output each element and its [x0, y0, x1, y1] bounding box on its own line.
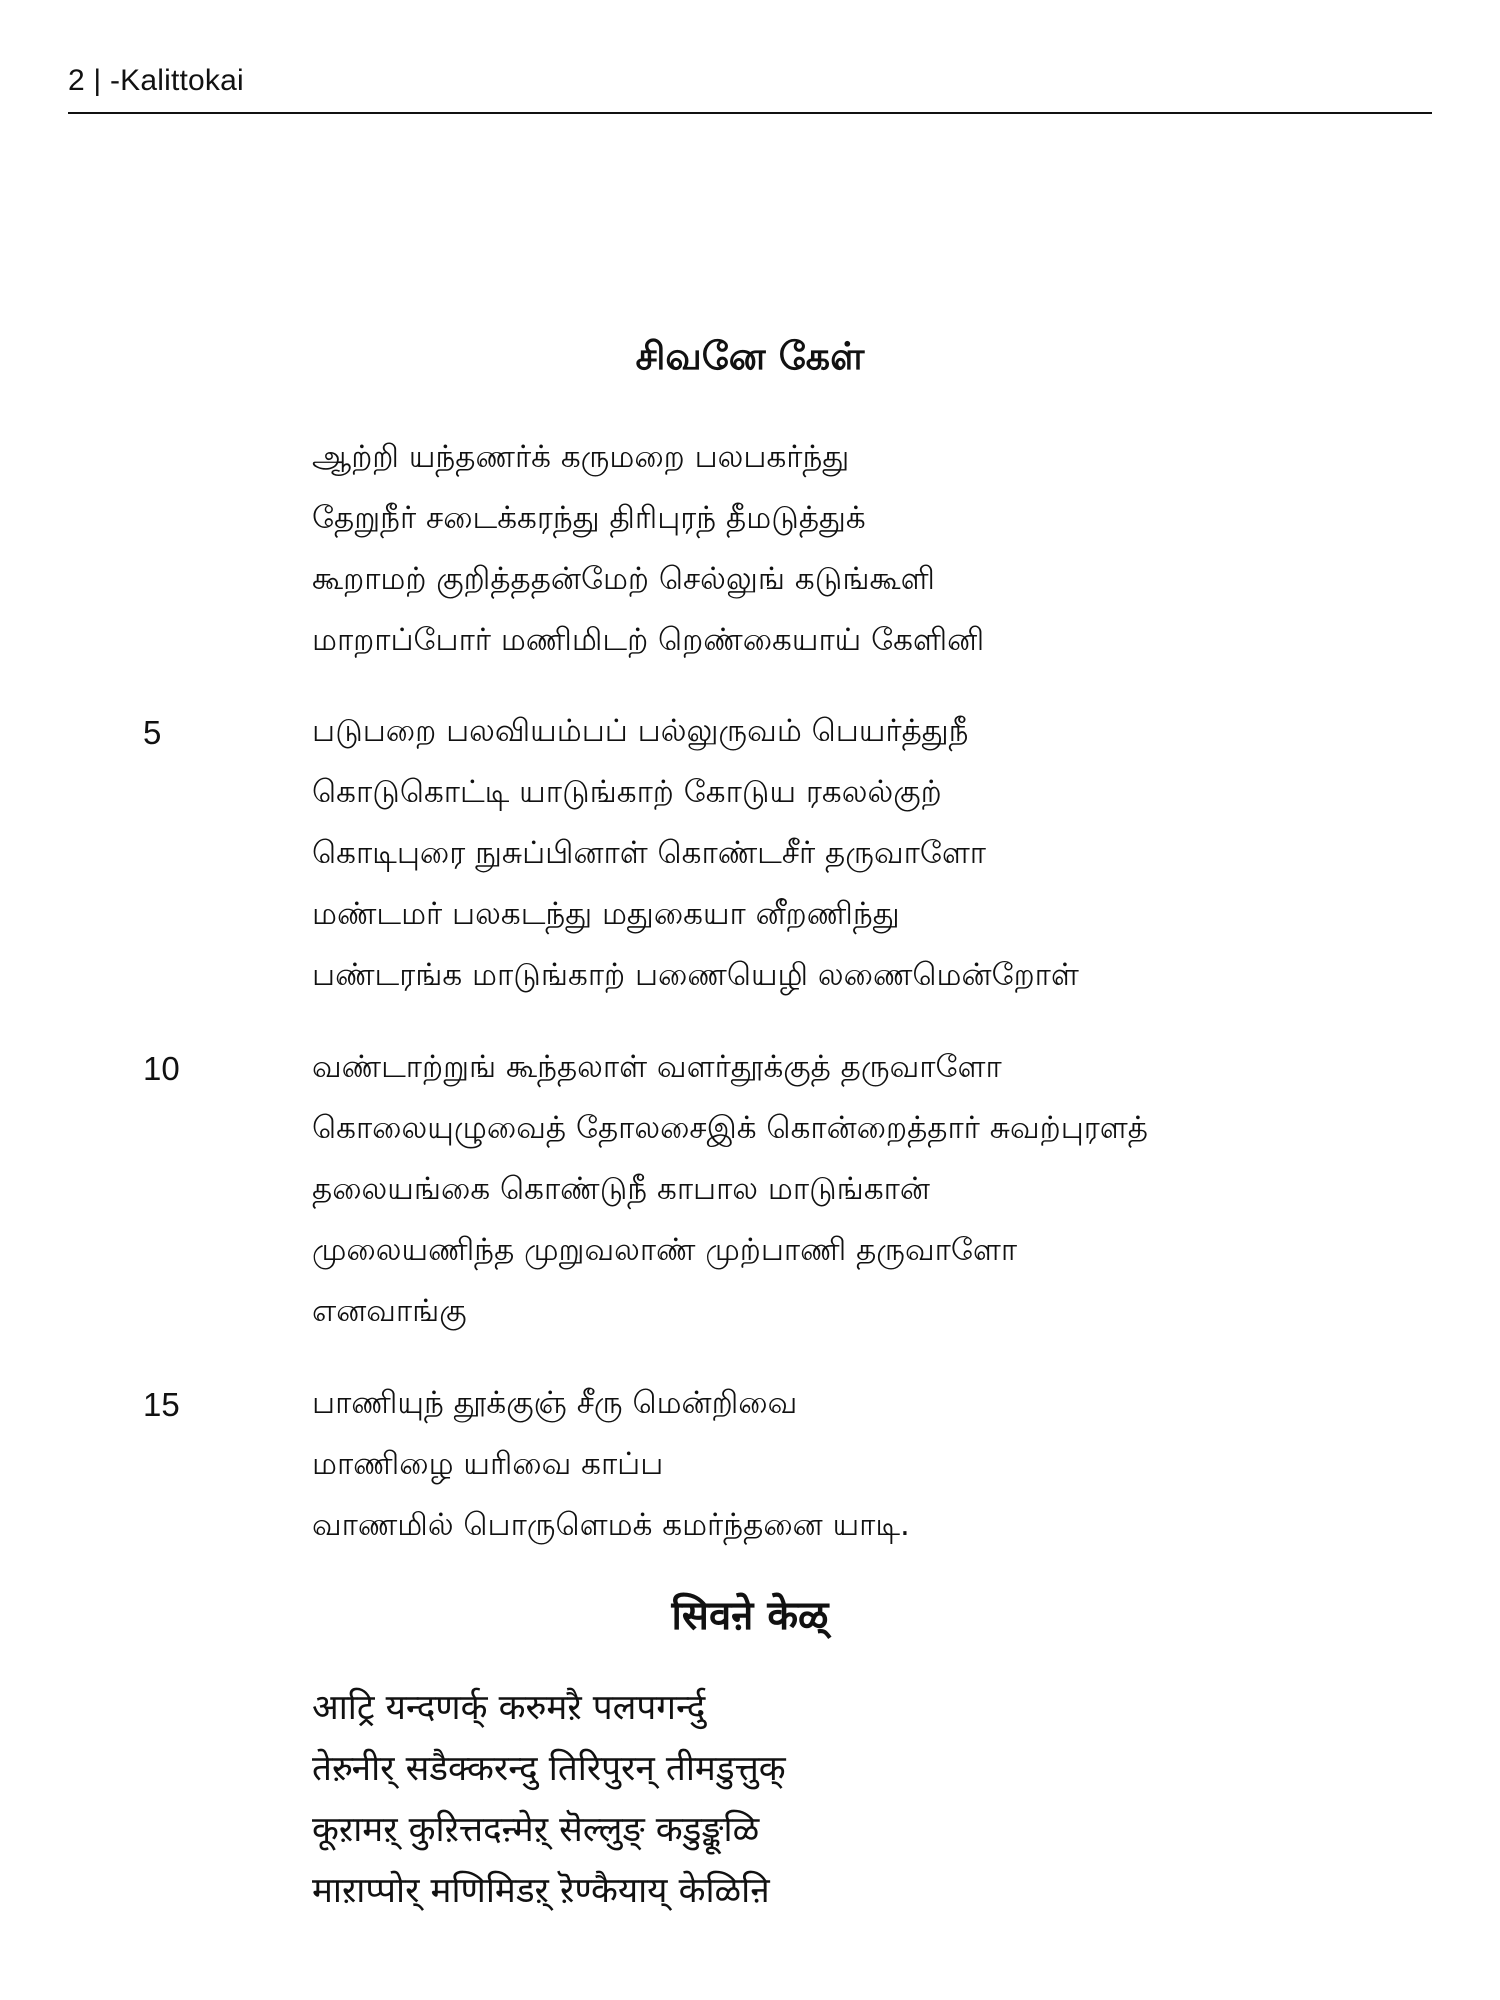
devanagari-verse-line: आट्रि यन्दणर्क् करुमऱै पलपगर्न्दु: [312, 1688, 706, 1728]
tamil-verse-line: கொலையுழுவைத் தோலசைஇக் கொன்றைத்தார் சுவற்புரளத்: [312, 1110, 1148, 1146]
tamil-verse-line: வண்டாற்றுங் கூந்தலாள் வளர்தூக்குத் தருவாளோ: [312, 1049, 1002, 1085]
tamil-verse-line: கொடிபுரை நுசுப்பினாள் கொண்டசீர் தருவாளோ: [312, 835, 986, 871]
line-number: 15: [143, 1386, 180, 1423]
tamil-verse-line: கூறாமற் குறித்ததன்மேற் செல்லுங் கடுங்கூளி: [312, 561, 935, 597]
tamil-verse-line: தலையங்கை கொண்டுநீ காபால மாடுங்கான்: [312, 1171, 930, 1207]
devanagari-section-title: सिवऩे केळ्: [671, 1592, 829, 1639]
tamil-verse-line: மாறாப்போர் மணிமிடற் றெண்கையாய் கேளினி: [312, 622, 985, 658]
devanagari-verse-line: माऱाप्पोर् मणिमिडऱ् ऱॆण्कैयाय् केळिऩि: [312, 1871, 770, 1911]
tamil-verse-line: வாணமில் பொருளெமக் கமர்ந்தனை யாடி.: [312, 1507, 910, 1543]
tamil-verse-line: தேறுநீர் சடைக்கரந்து திரிபுரந் தீமடுத்துக்: [312, 500, 866, 536]
tamil-verse-line: முலையணிந்த முறுவலாண் முற்பாணி தருவாளோ: [312, 1232, 1018, 1268]
tamil-section-title: சிவனே கேள்: [635, 334, 865, 378]
tamil-verse-line: எனவாங்கு: [312, 1293, 467, 1329]
line-number: 10: [143, 1050, 180, 1087]
devanagari-verse-line: कूऱामऱ् कुऱित्तदऩ्मेऱ् सॆल्लुङ् कडुङ्कूळि: [312, 1810, 760, 1850]
tamil-verse-line: கொடுகொட்டி யாடுங்காற் கோடுய ரகலல்குற்: [312, 774, 942, 810]
line-number: 5: [143, 714, 162, 751]
tamil-verse-line: பாணியுந் தூக்குஞ் சீரு மென்றிவை: [312, 1385, 798, 1421]
running-head: 2 | -Kalittokai: [68, 64, 244, 97]
tamil-verse-line: மண்டமர் பலகடந்து மதுகையா னீறணிந்து: [312, 896, 900, 932]
tamil-verse-line: ஆற்றி யந்தணர்க் கருமறை பலபகர்ந்து: [312, 439, 850, 475]
devanagari-verse-line: तेऱुनीर् सडैक्करन्दु तिरिपुरन् तीमडुत्तुक्: [312, 1749, 786, 1789]
tamil-verse-line: பண்டரங்க மாடுங்காற் பணையெழி லணைமென்றோள்: [312, 957, 1079, 993]
tamil-verse-line: மாணிழை யரிவை காப்ப: [312, 1446, 664, 1482]
tamil-verse-line: படுபறை பலவியம்பப் பல்லுருவம் பெயர்த்துநீ: [312, 713, 969, 749]
